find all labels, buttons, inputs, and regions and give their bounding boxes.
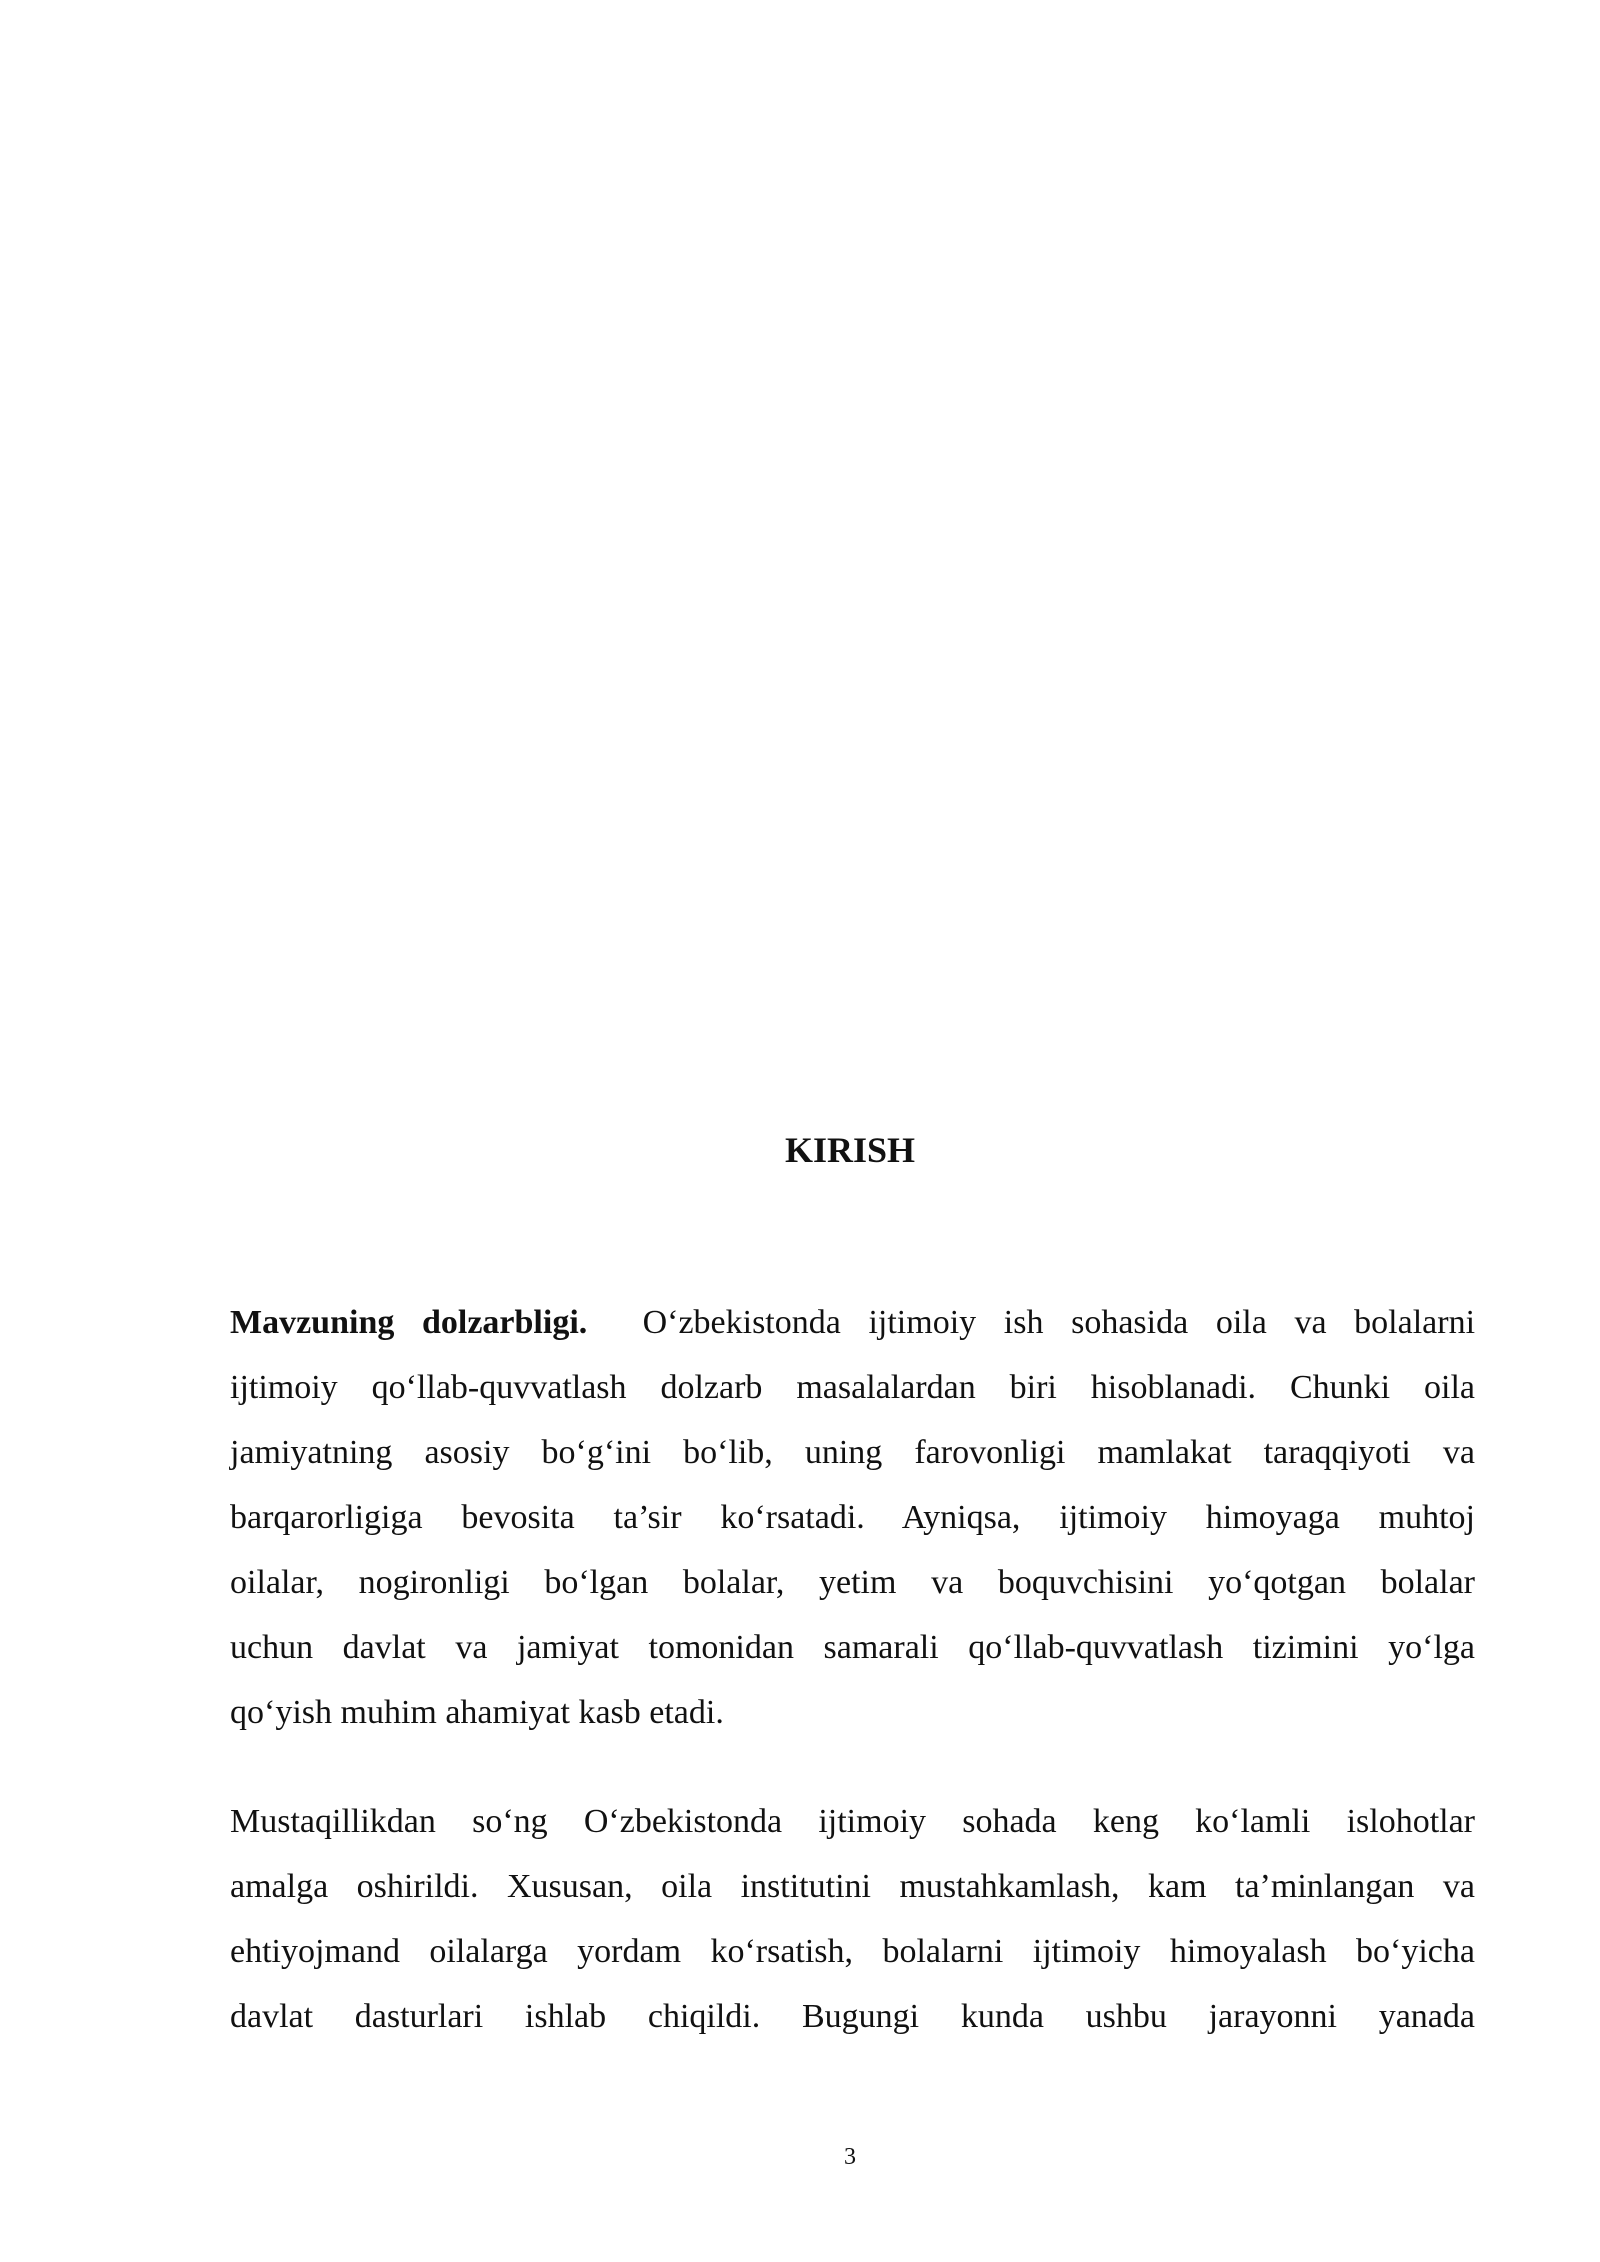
paragraph-line: uchun davlat va jamiyat tomonidan samarali qo‘llab-quvvatlash tizimini yo‘lga <box>230 1629 1475 1666</box>
paragraph-reforms <box>230 1789 1475 2049</box>
lead-phrase: Mavzuning dolzarbligi. <box>230 1304 588 1341</box>
paragraph-line: davlat dasturlari ishlab chiqildi. Bugungi kunda ushbu jarayonni yanada <box>230 1998 1475 2035</box>
line-text: O‘zbekistonda ijtimoiy ish sohasida oila va bolalarni <box>642 1304 1476 1341</box>
paragraph-line: ijtimoiy qo‘llab-quvvatlash dolzarb masalalardan biri hisoblanadi. Chunki oila <box>230 1369 1475 1406</box>
page-number: 3 <box>844 2144 856 2170</box>
paragraph-line: barqarorligiga bevosita ta’sir ko‘rsatadi. Ayniqsa, ijtimoiy himoyaga muhtoj <box>230 1499 1475 1536</box>
section-heading: KIRISH <box>784 1130 916 1170</box>
paragraph-line: qo‘yish muhim ahamiyat kasb etadi. <box>230 1694 724 1731</box>
paragraph-relevance <box>230 1290 1475 1745</box>
paragraph-line: amalga oshirildi. Xususan, oila institutini mustahkamlash, kam ta’minlangan va <box>230 1868 1475 1905</box>
paragraph-line: jamiyatning asosiy bo‘g‘ini bo‘lib, uning farovonligi mamlakat taraqqiyoti va <box>230 1434 1475 1471</box>
paragraph-line <box>230 1290 1475 1355</box>
paragraph-line: oilalar, nogironligi bo‘lgan bolalar, yetim va boquvchisini yo‘qotgan bolalar <box>230 1564 1475 1601</box>
paragraph-line: ehtiyojmand oilalarga yordam ko‘rsatish, bolalarni ijtimoiy himoyalash bo‘yicha <box>230 1933 1475 1970</box>
paragraph-line: Mustaqillikdan so‘ng O‘zbekistonda ijtimoiy sohada keng ko‘lamli islohotlar <box>230 1803 1475 1840</box>
